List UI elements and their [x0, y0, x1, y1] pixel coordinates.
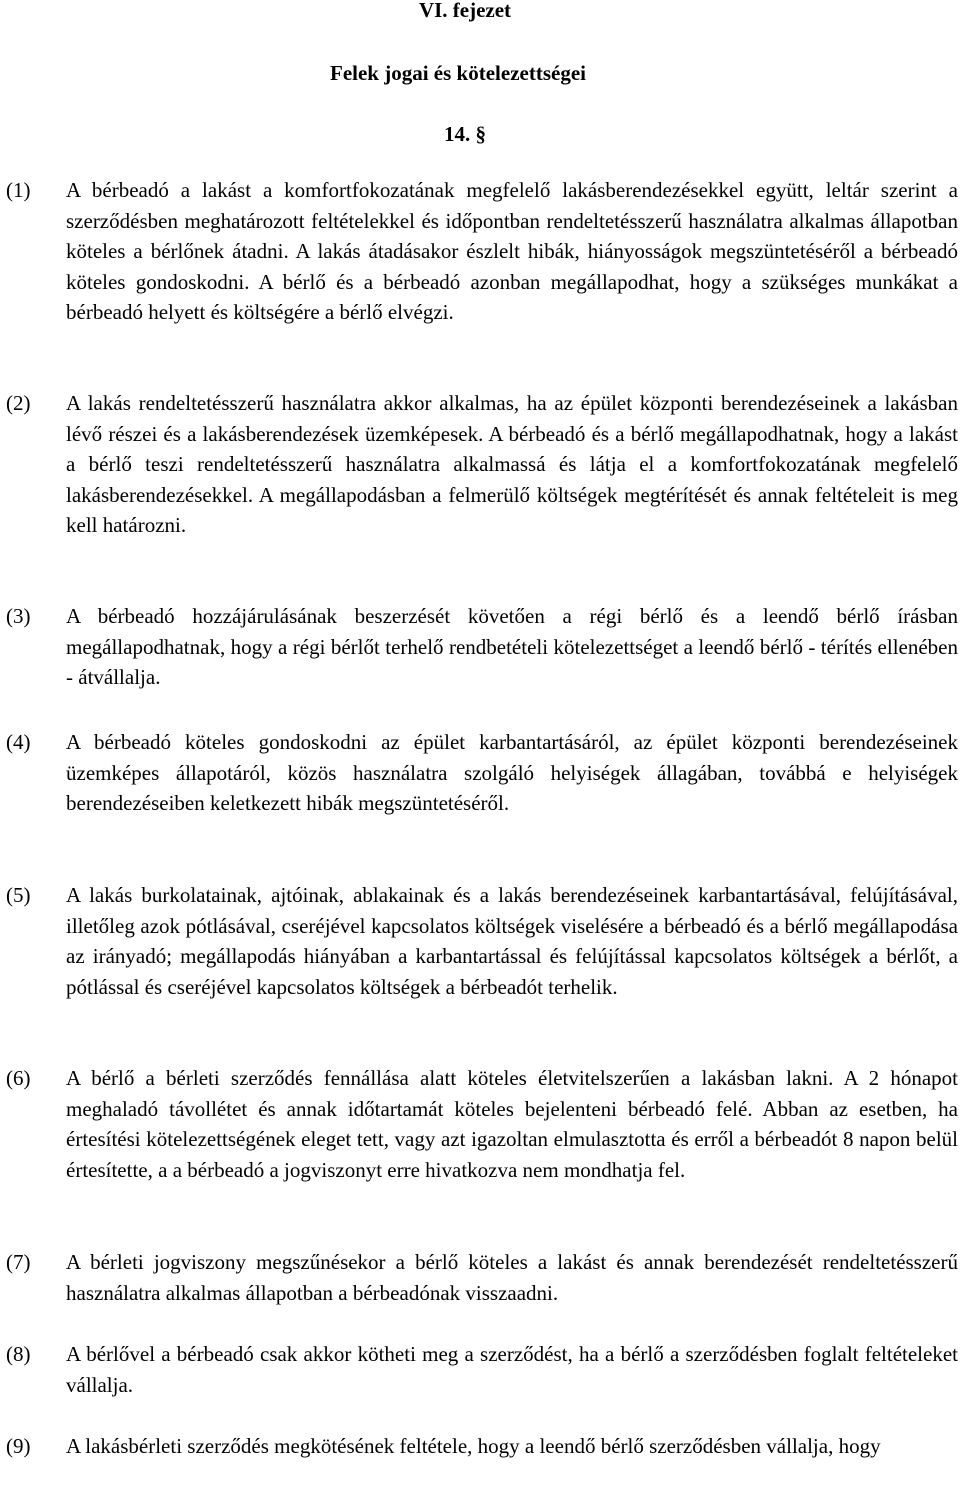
paragraph-number: (9): [6, 1434, 31, 1458]
paragraph-text: A bérlő a bérleti szerződés fennállása alatt köteles életvitelszerűen a lakásban lakni. A 2 hónapot meghaladó távollétet és annak időtartamát köteles bejelenteni bérbeadó felé. Abban az esetben, ha értesítési kötelezettségének eleget tett, vagy azt igazoltan elmulasztotta és erről a bérbeadót 8 napon belül értesítette, a a bérbeadó a jogviszonyt erre hivatkozva nem mondhatja fel.: [66, 1066, 958, 1182]
paragraph-number: (8): [6, 1342, 31, 1366]
section-number: 14. §: [444, 122, 486, 146]
paragraph-number: (2): [6, 391, 31, 415]
paragraph-number: (5): [6, 883, 31, 907]
paragraph-number: (1): [6, 178, 31, 202]
paragraph-number: (3): [6, 604, 31, 628]
paragraph-text: A bérlővel a bérbeadó csak akkor kötheti meg a szerződést, ha a bérlő a szerződésben foglalt feltételeket vállalja.: [66, 1342, 958, 1397]
paragraph-text: A lakásbérleti szerződés megkötésének feltétele, hogy a leendő bérlő szerződésben vállalja, hogy: [66, 1434, 881, 1458]
paragraph-text: A lakás rendeltetésszerű használatra akkor alkalmas, ha az épület központi berendezéseinek a lakásban lévő részei és a lakásberendezések üzemképesek. A bérbeadó és a bérlő megállapodhatnak, hogy a lakást a bérlő teszi rendeltetésszerű használatra alkalmassá és látja el a komfortfokozatának megfelelő lakásberendezésekkel. A megállapodásban a felmerülő költségek megtérítését és annak feltételeit is meg kell határozni.: [66, 391, 958, 537]
paragraph-text: A bérbeadó a lakást a komfortfokozatának megfelelő lakásberendezésekkel együtt, leltár szerint a szerződésben meghatározott feltételekkel és időpontban rendeltetésszerű használatra alkalmas állapotban köteles a bérlőnek átadni. A lakás átadásakor észlelt hibák, hiányosságok megszüntetéséről a bérbeadó köteles gondoskodni. A bérlő és a bérbeadó azonban megállapodhat, hogy a szükséges munkákat a bérbeadó helyett és költségére a bérlő elvégzi.: [66, 178, 958, 324]
paragraph-text: A bérleti jogviszony megszűnésekor a bérlő köteles a lakást és annak berendezését rendeltetésszerű használatra alkalmas állapotban a bérbeadónak visszaadni.: [66, 1250, 958, 1305]
chapter-subtitle: Felek jogai és kötelezettségei: [330, 61, 586, 85]
paragraph-number: (7): [6, 1250, 31, 1274]
paragraph-text: A bérbeadó hozzájárulásának beszerzését követően a régi bérlő és a leendő bérlő írásban megállapodhatnak, hogy a régi bérlőt terhelő rendbetételi kötelezettséget a leendő bérlő - térítés ellenében - átvállalja.: [66, 604, 958, 689]
chapter-title: VI. fejezet: [418, 0, 512, 22]
paragraph-number: (4): [6, 730, 31, 754]
paragraph-text: A bérbeadó köteles gondoskodni az épület karbantartásáról, az épület központi berendezéseinek üzemképes állapotáról, közös használatra szolgáló helyiségek állagában, továbbá e helyiségek berendezéseiben keletkezett hibák megszüntetéséről.: [66, 730, 958, 815]
paragraph-number: (6): [6, 1066, 31, 1090]
paragraph-text: A lakás burkolatainak, ajtóinak, ablakainak és a lakás berendezéseinek karbantartásával, felújításával, illetőleg azok pótlásával, cseréjével kapcsolatos költségek viselésére a bérbeadó és a bérlő megállapodása az irányadó; megállapodás hiányában a karbantartással és felújítással kapcsolatos költségek a bérlőt, a pótlással és cseréjével kapcsolatos költségek a bérbeadót terhelik.: [66, 883, 958, 999]
